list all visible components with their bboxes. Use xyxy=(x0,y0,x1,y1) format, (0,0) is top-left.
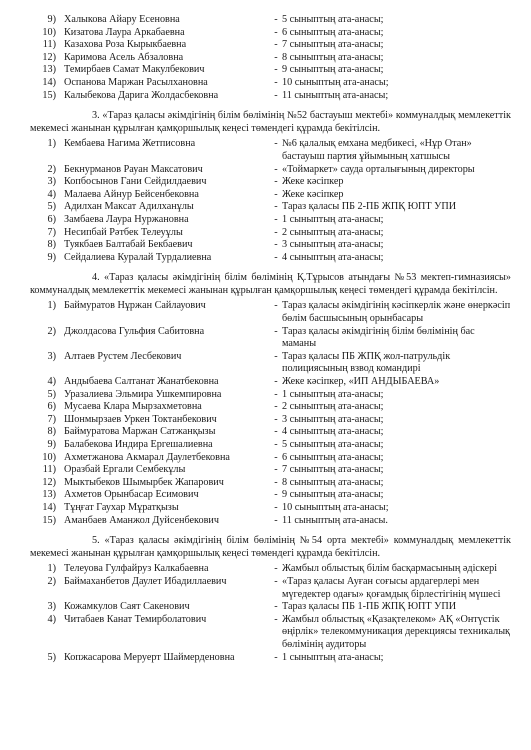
list-item xyxy=(30,401,511,414)
member-role: 1 сыныптың ата-анасы; xyxy=(282,388,384,400)
item-number: 7) xyxy=(47,226,56,238)
dash-separator: - xyxy=(274,514,278,526)
item-number: 10) xyxy=(42,451,56,463)
dash-separator: - xyxy=(274,376,278,388)
dash-separator: - xyxy=(274,476,278,488)
list-item xyxy=(30,477,511,490)
dash-separator: - xyxy=(274,575,278,587)
dash-separator: - xyxy=(274,201,278,213)
member-role: 8 сыныптың ата-анасы; xyxy=(282,51,384,63)
member-role: 8 сыныптың ата-анасы; xyxy=(282,476,384,488)
member-name: Кожамкулов Саят Сакенович xyxy=(64,601,190,613)
item-number: 9) xyxy=(47,439,56,450)
member-role: 11 сыныптың ата-анасы; xyxy=(282,89,389,101)
member-name: Телеуова Гулфайруз Калкабаевна xyxy=(64,563,209,575)
list-item xyxy=(30,614,511,652)
paragraph-5: 5. «Тараз қаласы әкімдігінің білім бөлімінің №54 орта мектебі» коммуналдық мемлекеттік мекемесі жанынан құрылған қамқоршылық кеңесі төмендегі құрамда бекітілсін. xyxy=(30,535,511,559)
item-number: 13) xyxy=(42,64,56,76)
member-name: Каримова Асель Абзаловна xyxy=(64,51,184,63)
dash-separator: - xyxy=(274,388,278,400)
list-item xyxy=(30,652,511,665)
dash-separator: - xyxy=(274,188,278,200)
dash-separator: - xyxy=(274,226,278,238)
member-role: Жамбыл облыстық білім басқармасының әдіскері xyxy=(282,563,498,575)
member-role: 4 сыныптың ата-анасы; xyxy=(282,251,384,263)
list-item xyxy=(30,563,511,576)
dash-separator: - xyxy=(274,239,278,251)
member-name: Кембаева Нагима Жетписовна xyxy=(64,138,196,150)
dash-separator: - xyxy=(274,439,278,450)
member-name: Халыкова Айару Есеновна xyxy=(64,14,180,25)
list-item xyxy=(30,452,511,465)
dash-separator: - xyxy=(274,464,278,476)
member-role: 7 сыныптың ата-анасы; xyxy=(282,39,384,51)
member-name: Замбаева Лаура Нуржановна xyxy=(64,213,189,225)
dash-separator: - xyxy=(274,51,278,63)
member-name: Копжасарова Меруерт Шаймерденовна xyxy=(64,651,235,663)
item-number: 14) xyxy=(42,76,56,88)
list-item xyxy=(30,326,511,351)
member-name: Аманбаев Аманжол Дуйсенбекович xyxy=(64,514,219,526)
member-role: «Тараз қаласы Ауған соғысы ардагерлері мен мүгедектер одағы» қоғамдық бірлестігінің мүшесі xyxy=(282,575,501,600)
list-item xyxy=(30,576,511,601)
dash-separator: - xyxy=(274,26,278,38)
member-name: Сейдалиева Куралай Турдалиевна xyxy=(64,251,212,263)
member-role: Тараз қаласы әкімдігінің кәсіпкерлік және өнеркәсіп бөлім басшысының орынбасары xyxy=(282,300,511,325)
member-role: 10 сыныптың ата-анасы; xyxy=(282,501,389,513)
member-name: Андыбаева Салтанат Жанатбековна xyxy=(64,376,219,388)
item-number: 15) xyxy=(42,89,56,101)
member-name: Ахметов Орынбасар Есимович xyxy=(64,489,199,501)
member-role: 9 сыныптың ата-анасы; xyxy=(282,489,384,501)
member-role: Тараз қаласы ПБ ЖПҚ жол-патрульдік полициясының взвод командирі xyxy=(282,350,451,375)
member-name: Кизатова Лаура Аркабаевна xyxy=(64,26,185,38)
dash-separator: - xyxy=(274,213,278,225)
member-role: 9 сыныптың ата-анасы; xyxy=(282,64,384,76)
member-role: 3 сыныптың ата-анасы; xyxy=(282,239,384,251)
list-item xyxy=(30,300,511,325)
item-number: 2) xyxy=(47,163,56,175)
dash-separator: - xyxy=(274,413,278,425)
item-number: 13) xyxy=(42,489,56,501)
member-name: Туякбаев Балтабай Бекбаевич xyxy=(64,239,193,251)
member-name: Тұңғат Гаухар Мұратқызы xyxy=(64,501,179,513)
item-number: 5) xyxy=(47,201,56,213)
list-item xyxy=(30,14,511,27)
dash-separator: - xyxy=(274,39,278,51)
member-role: Жеке кәсіпкер xyxy=(282,188,344,200)
dash-separator: - xyxy=(274,501,278,513)
member-name: Алтаев Рустем Лесбекович xyxy=(64,350,182,362)
dash-separator: - xyxy=(274,300,278,312)
member-name: Копбосынов Гани Сейдилдаевич xyxy=(64,176,207,188)
list-item xyxy=(30,214,511,227)
item-number: 8) xyxy=(47,239,56,251)
member-name: Казахова Роза Кырыкбаевна xyxy=(64,39,187,51)
dash-separator: - xyxy=(274,251,278,263)
dash-separator: - xyxy=(274,426,278,438)
member-role: 6 сыныптың ата-анасы; xyxy=(282,26,384,38)
member-role: 10 сыныптың ата-анасы; xyxy=(282,76,389,88)
dash-separator: - xyxy=(274,176,278,188)
item-number: 8) xyxy=(47,426,56,438)
item-number: 2) xyxy=(47,575,56,587)
member-name: Джолдасова Гульфия Сабитовна xyxy=(64,325,205,337)
item-number: 6) xyxy=(47,213,56,225)
member-role: №6 қалалық емхана медбикесі, «Нұр Отан» бастауыш партия ұйымының хатшысы xyxy=(282,138,472,162)
item-number: 2) xyxy=(47,325,56,337)
item-number: 11) xyxy=(42,464,56,476)
item-number: 9) xyxy=(47,14,56,25)
list-item xyxy=(30,77,511,90)
list-item xyxy=(30,351,511,376)
dash-separator: - xyxy=(274,64,278,76)
dash-separator: - xyxy=(274,563,278,575)
member-role: Тараз қаласы әкімдігінің білім бөлімінің бас маманы xyxy=(282,325,475,350)
member-name: Уразалиева Эльмира Ушкемпировна xyxy=(64,388,222,400)
list-item xyxy=(30,52,511,65)
dash-separator: - xyxy=(274,325,278,337)
member-role: 11 сыныптың ата-анасы. xyxy=(282,514,388,526)
member-name: Балабекова Индира Ергешалиевна xyxy=(64,439,213,450)
item-number: 12) xyxy=(42,51,56,63)
list-item xyxy=(30,176,511,189)
list-section-4 xyxy=(30,300,511,527)
list-item xyxy=(30,489,511,502)
member-role: 3 сыныптың ата-анасы; xyxy=(282,413,384,425)
list-item xyxy=(30,201,511,214)
list-item xyxy=(30,239,511,252)
list-item xyxy=(30,164,511,177)
list-item xyxy=(30,439,511,452)
dash-separator: - xyxy=(274,163,278,175)
list-item xyxy=(30,502,511,515)
list-item xyxy=(30,601,511,614)
list-item xyxy=(30,464,511,477)
member-role: 2 сыныптың ата-анасы; xyxy=(282,226,384,238)
list-item xyxy=(30,426,511,439)
item-number: 3) xyxy=(47,350,56,362)
list-item xyxy=(30,27,511,40)
list-item xyxy=(30,414,511,427)
dash-separator: - xyxy=(274,350,278,362)
item-number: 3) xyxy=(47,176,56,188)
item-number: 1) xyxy=(47,138,56,150)
member-name: Баймуратова Маржан Сатжанқызы xyxy=(64,426,216,438)
list-item xyxy=(30,515,511,528)
member-role: 5 сыныптың ата-анасы; xyxy=(282,439,384,450)
dash-separator: - xyxy=(274,138,278,150)
list-item xyxy=(30,90,511,103)
member-role: 5 сыныптың ата-анасы; xyxy=(282,14,384,25)
list-item xyxy=(30,64,511,77)
item-number: 5) xyxy=(47,388,56,400)
item-number: 9) xyxy=(47,251,56,263)
list-item xyxy=(30,389,511,402)
member-name: Бекнурманов Рауан Максатович xyxy=(64,163,203,175)
member-name: Темирбаев Самат Макулбекович xyxy=(64,64,205,76)
list-section-5 xyxy=(30,563,511,664)
dash-separator: - xyxy=(274,601,278,613)
item-number: 14) xyxy=(42,501,56,513)
member-name: Мыктыбеков Шымырбек Жапарович xyxy=(64,476,224,488)
member-role: 2 сыныптың ата-анасы; xyxy=(282,401,384,413)
dash-separator: - xyxy=(274,451,278,463)
item-number: 1) xyxy=(47,300,56,312)
member-name: Малаева Айнур Бейсенбековна xyxy=(64,188,199,200)
member-role: Жеке кәсіпкер, «ИП АНДЫБАЕВА» xyxy=(282,376,440,388)
member-name: Мусаева Клара Мырзахметовна xyxy=(64,401,202,413)
member-name: Несипбай Рәтбек Телеуұлы xyxy=(64,226,183,238)
member-role: Тараз қаласы ПБ 1-ПБ ЖПҚ ЮПТ УПИ xyxy=(282,601,457,613)
dash-separator: - xyxy=(274,401,278,413)
item-number: 1) xyxy=(47,563,56,575)
member-role: Жеке кәсіпкер xyxy=(282,176,344,188)
list-item xyxy=(30,227,511,240)
dash-separator: - xyxy=(274,489,278,501)
item-number: 10) xyxy=(42,26,56,38)
list-item xyxy=(30,138,511,163)
list-item xyxy=(30,39,511,52)
member-role: Тараз қаласы ПБ 2-ПБ ЖПҚ ЮПТ УПИ xyxy=(282,201,457,213)
member-role: 4 сыныптың ата-анасы; xyxy=(282,426,384,438)
member-role: 7 сыныптың ата-анасы; xyxy=(282,464,384,476)
dash-separator: - xyxy=(274,14,278,25)
member-name: Ахметжанова Акмарал Даулетбековна xyxy=(64,451,230,463)
member-name: Шонмырзаев Уркен Токтанбекович xyxy=(64,413,217,425)
item-number: 12) xyxy=(42,476,56,488)
list-item xyxy=(30,189,511,202)
item-number: 4) xyxy=(47,613,56,625)
item-number: 6) xyxy=(47,401,56,413)
dash-separator: - xyxy=(274,89,278,101)
dash-separator: - xyxy=(274,613,278,625)
member-name: Баймаханбетов Даулет Ибадиллаевич xyxy=(64,575,227,587)
member-role: 1 сыныптың ата-анасы; xyxy=(282,651,384,663)
list-section-3 xyxy=(30,138,511,264)
item-number: 3) xyxy=(47,601,56,613)
member-role: Жамбыл облыстық «Қазақтелеком» АҚ «Онтүстік өңірлік» телекоммуникация дерекциясы техникалық бөлімінің аудиторы xyxy=(282,613,510,650)
item-number: 7) xyxy=(47,413,56,425)
dash-separator: - xyxy=(274,76,278,88)
paragraph-4: 4. «Тараз қаласы әкімдігінің білім бөлімінің Қ.Тұрысов атындағы №53 мектеп-гимназиясы» коммуналдық мемлекеттік мекемесі жанынан құрылған қамқоршылық кеңесі төмендегі құрамда бекітілсін. xyxy=(30,272,511,296)
member-name: Адилхан Максат Адилханұлы xyxy=(64,201,194,213)
member-name: Оспанова Маржан Расылхановна xyxy=(64,76,208,88)
list-section-2-tail xyxy=(30,14,511,102)
list-item xyxy=(30,252,511,265)
member-name: Читабаев Канат Темирболатович xyxy=(64,613,207,625)
list-item xyxy=(30,376,511,389)
item-number: 5) xyxy=(47,651,56,663)
item-number: 11) xyxy=(42,39,56,51)
member-role: «Тоймаркет» сауда орталығының директоры xyxy=(282,163,475,175)
dash-separator: - xyxy=(274,651,278,663)
member-role: 6 сыныптың ата-анасы; xyxy=(282,451,384,463)
paragraph-3: 3. «Тараз қаласы әкімдігінің білім бөлімінің №52 бастауыш мектебі» коммуналдық мемлекеттік мекемесі жанынан құрылған қамқоршылық кеңесі төмендегі құрамда бекітілсін. xyxy=(30,110,511,134)
member-name: Оразбай Ергали Сембекұлы xyxy=(64,464,186,476)
member-role: 1 сыныптың ата-анасы; xyxy=(282,213,384,225)
item-number: 15) xyxy=(42,514,56,526)
member-name: Калыбекова Дарига Жолдасбековна xyxy=(64,89,219,101)
item-number: 4) xyxy=(47,376,56,388)
item-number: 4) xyxy=(47,188,56,200)
member-name: Баймуратов Нұржан Сайлауович xyxy=(64,300,206,312)
